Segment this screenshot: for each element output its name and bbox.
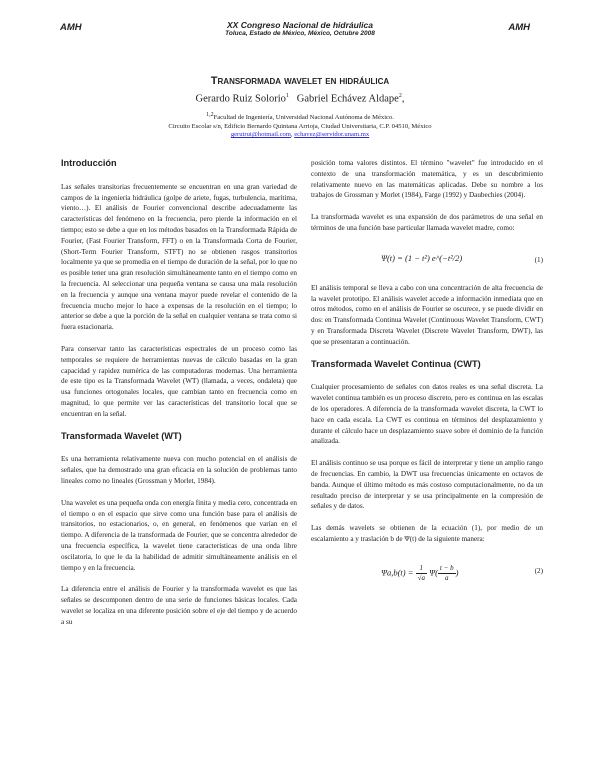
equation-2-psi: Ψ [429, 567, 436, 578]
fraction-denominator: a [445, 573, 449, 582]
fraction-denominator: √a [417, 573, 425, 582]
paragraph: Es una herramienta relativamente nueva con mucho potencial en el análisis de señales, que ha demostrado una gran eficacia en la solución de problemas tanto lineales como no lineales (Grossman y Morlet, 1984). [61, 455, 297, 485]
section-heading-introduccion: Introducción [61, 158, 117, 168]
paragraph: El análisis temporal se lleva a cabo con una concentración de alta frecuencia de la wavelet prototipo. El análisis wavelet accede a información inmediata que en otros métodos, como en el análisis de Fourier se oscurece, y se puede dividir en dos: en Transformada Continua Wavelet (Continuous Wavelet Transform, CWT) y en Transformada Discreta Wavelet (Discrete Wavelet Transform, DWT), las que se presentaran a continuación. [311, 283, 543, 346]
paragraph: Las señales transitorias frecuentemente se encuentran en una gran variedad de campos de la ingeniería hidráulica (golpe de ariete, fugas, turbulencia, marítima, viento…). El análisis de Fourier convencional describe adecuadamente las características del fenómeno en la frecuencia, pero pierde la información en el tiempo; esto se debe a que en los métodos basados en la Transformada Rápida de Fourier, (Fast Fourier Transform, FFT) o en la Transformada Corta de Fourier, (Short-Term Fourier Transform, STFT) no se obtienen rasgos transitorios localmente ya que se promedia en el tiempo de duración de la señal, por lo que no es posible tener una gran resolución simultáneamente tanto en el tiempo como en la frecuencia. Al seleccionar una pequeña ventana se causa una mala resolución en la frecuencia y aunque una ventana mayor puede revelar el contenido de la frecuencia mucho mejor lo hace a expensas de la resolución en el tiempo; lo anterior se debe a que la porción de la señal en cualquier ventana se trata como si fuera estacionaria. [61, 182, 297, 332]
section-heading-cwt: Transformada Wavelet Continua (CWT) [311, 358, 481, 369]
paragraph: Cualquier procesamiento de señales con datos reales es una señal discreta. La wavelet continua también es un proceso discreto, pero es continua en las escalas de los operadores. A diferencia de la transformada wavelet discreta, la CWT lo hace en cada escala. La CWT es continua en términos del desplazamiento y durante el cálculo hace un desplazamiento suave sobre el dominio de la función analizada. [311, 383, 543, 446]
header-left-label: AMH [60, 22, 82, 33]
affiliation-1: Facultad de Ingeniería, Universidad Nacional Autónoma de México. [213, 114, 394, 122]
author-2-sup: 2 [398, 93, 402, 99]
equation-1-formula: Ψ(t) = (1 − t²) e^(−t²/2) [381, 252, 463, 263]
conference-header [0, 20, 600, 37]
paragraph: posición toma valores distintos. El término "wavelet" fue introducido en el contexto de una transformación matemática, y es un descubrimiento relativamente nuevo en las matemáticas aplicadas. Debe su nombre a los trabajos de Grossman y Morlet (1984), Farge (1992) y Daubechies (2004). [311, 159, 543, 200]
fraction-numerator: 1 [416, 564, 427, 574]
conference-location: Toluca, Estado de México, México, Octubre 2008 [225, 30, 375, 37]
section-heading-wt: Transformada Wavelet (WT) [61, 430, 182, 441]
equation-2-fraction-2 [438, 564, 456, 583]
left-column [61, 158, 297, 638]
email-separator: , [290, 131, 293, 139]
fraction-numerator: t − b [439, 563, 454, 572]
equation-2-fraction-1 [416, 564, 427, 583]
paragraph: La diferencia entre el análisis de Fourier y la transformada wavelet es que las señales se descomponen dentro de una serie de funciones básicas locales. Cada wavelet se localiza en una diferente posición sobre el eje del tiempo y de acuerdo a su [61, 585, 297, 626]
email-link-1[interactable]: gerutrui@hotmail.com [230, 131, 291, 139]
author-1-sup: 1 [285, 93, 289, 99]
right-column [311, 158, 543, 598]
paragraph: La transformada wavelet es una expansión de dos parámetros de una señal en términos de una función base particular llamada wavelet madre, como: [311, 213, 543, 232]
affiliation-block [0, 111, 600, 140]
equation-2-formula: Ψa,b(t) = $\frac{1}{√a}$ Ψ( $\frac{t - b}{a}$ ) [381, 563, 459, 582]
paper-title: Transformada wavelet en hidráulica [210, 75, 390, 87]
equation-1 [311, 245, 543, 275]
affiliation-sup: 1,2 [206, 112, 214, 118]
equation-2 [311, 556, 543, 590]
equation-2-number: (2) [534, 566, 543, 575]
conference-name: XX Congreso Nacional de hidráulica [227, 20, 373, 30]
paragraph: Una wavelet es una pequeña onda con energía finita y media cero, concentrada en el tiempo o en el espacio que sirve como una función base para el análisis de transitorios, no estacionarios, o, en general, en fenómenos que varían en el tiempo. A diferencia de la transformada de Fourier, que se concentra alrededor de una frecuencia específica, la wavelet tiene características de una onda libre oscilatoria, lo que le da la habilidad de admitir simultáneamente análisis en el tiempo y en la frecuencia. [61, 498, 297, 572]
email-link-2[interactable]: echavez@servidor.unam.mx [294, 131, 370, 139]
paragraph: Para conservar tanto las características espectrales de un proceso como las temporales se requiere de herramientas nuevas de cálculo basadas en la gran capacidad y rapidez numérica de las computadoras modernas. Una herramienta de este tipo es la Transformada Wavelet (WT) (llamada, a veces, ondaleta) que usa funciones ortogonales locales, que cambian tanto en frecuencia como en magnitud, lo que permite ver las características del transitorio local que se encuentran en la señal. [61, 344, 297, 418]
paragraph: Las demás wavelets se obtienen de la ecuación (1), por medio de un escalamiento a y traslación b de Ψ(t) de la siguiente manera: [311, 524, 543, 543]
equation-2-lhs: Ψa,b(t) = [381, 567, 414, 578]
author-line: Gerardo Ruiz Solorio$^1$ Gabriel Echávez Aldape$^2$, [195, 93, 405, 105]
author-2: Gabriel Echávez Aldape [296, 93, 399, 105]
header-right-label: AMH [508, 22, 530, 33]
affiliation-2: Circuito Escolar s/n, Edificio Bernardo Quintana Arrioja, Ciudad Universitaria, C.P. 04510, México [168, 122, 432, 130]
author-1: Gerardo Ruiz Solorio [195, 93, 286, 105]
equation-1-number: (1) [534, 255, 543, 264]
paragraph: El análisis continuo se usa porque es fácil de interpretar y tiene un amplio rango de frecuencias. En cambio, la DWT usa frecuencias únicamente en octavos de banda. Aunque el último método es más costoso computacionalmente, no da un resultado preciso de interpretar y se usa principalmente en la compresión de señales y de datos. [311, 459, 543, 511]
